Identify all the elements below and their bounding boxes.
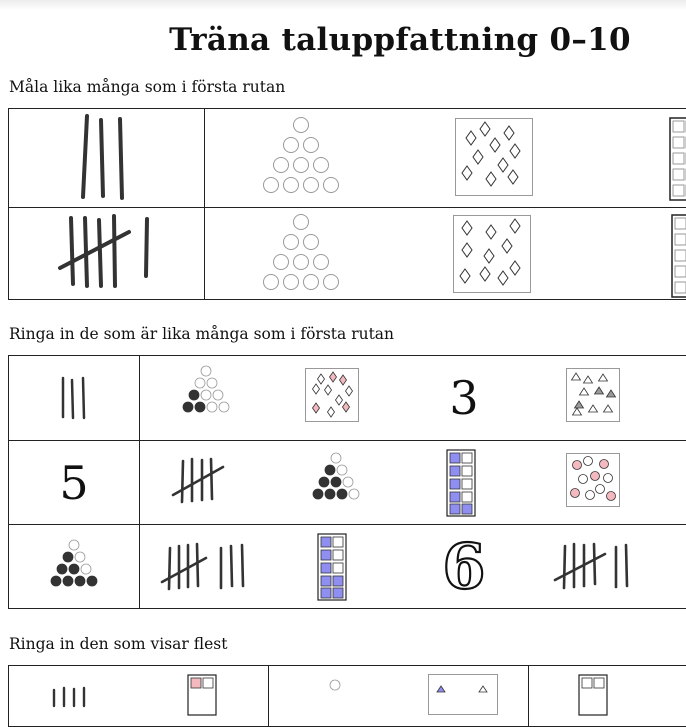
page-title: Träna taluppfattning 0–10 [169,22,631,58]
partial-triangle-box[interactable] [428,674,498,704]
option-circle-box[interactable] [566,453,620,507]
section-1-table [8,108,686,300]
section-1-instruction: Måla lika många som i första rutan [9,78,286,96]
column-divider [204,109,205,299]
option-diamond-box[interactable] [305,368,359,422]
option-dot-triangle[interactable] [309,453,363,507]
option-outline-numeral[interactable]: 6 [442,529,486,603]
column-divider [139,356,140,608]
empty-ten-frame [671,214,686,298]
section-2-table [8,355,686,609]
tally-marks-6 [57,214,157,294]
empty-ten-frame [669,117,686,201]
target-tally-3 [9,356,139,440]
partial-dot-triangle[interactable] [329,678,341,690]
partial-ten-frame[interactable] [577,674,609,704]
option-ten-frame[interactable] [315,531,349,603]
empty-dot-triangle [261,117,341,197]
partial-tally[interactable] [49,676,89,696]
option-numeral[interactable]: 3 [449,371,479,425]
target-numeral: 5 [59,455,89,510]
target-dot-triangle [9,525,139,608]
section-3-instruction: Ringa in den som visar flest [9,635,228,653]
tally-marks-3 [77,113,137,203]
option-tally[interactable] [169,446,233,518]
page-top-shadow [0,0,686,10]
column-divider [268,666,269,726]
empty-diamond-box [455,118,533,196]
empty-diamond-box [453,215,531,293]
tally-six-card [9,208,204,299]
partial-ten-frame[interactable] [186,674,218,704]
option-dot-triangle[interactable] [179,366,233,420]
option-ten-frame[interactable] [445,447,477,519]
option-tally[interactable] [159,531,251,603]
column-divider [528,666,529,726]
option-tally[interactable] [552,531,634,603]
option-triangle-box[interactable] [566,368,620,422]
section-2-instruction: Ringa in de som är lika många som i första rutan [9,325,395,343]
section-3-table [8,665,686,727]
empty-dot-triangle [261,214,341,294]
tally-three-card [9,109,204,207]
